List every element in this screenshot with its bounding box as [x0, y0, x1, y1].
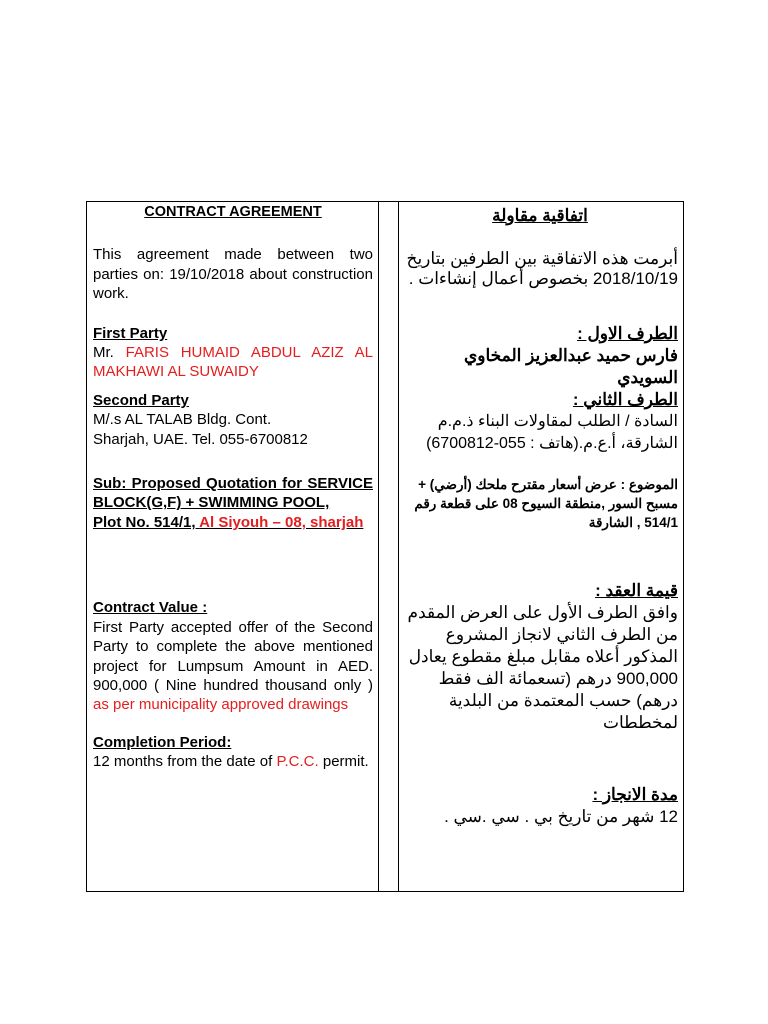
contract-value-body: First Party accepted offer of the Second Party to complete the above mentioned project for Lumpsum Amount in AED. 900,000 ( Nine hundred thousand only ) — [93, 618, 373, 694]
arabic-second-party-heading: الطرف الثاني : — [572, 390, 678, 409]
arabic-contract-value-text: وافق الطرف الأول على العرض المقدم من الطرف الثاني لانجاز المشروع المذكور أعلاه مقابل مبلغ مقطوع يعادل 900,000 درهم (تسعمائة الف فقط درهم) حسب المعتمدة من البلدية لمخططات — [407, 603, 678, 732]
first-party-prefix: Mr. — [93, 344, 126, 362]
first-party-name: FARIS HUMAID ABDUL AZIZ AL MAKHAWI AL SUWAIDY — [93, 344, 373, 381]
arabic-completion-text: 12 شهر من تاريخ بي . سي .سي . — [444, 807, 678, 826]
english-column — [93, 203, 373, 772]
first-party-heading: First Party — [93, 324, 168, 342]
completion-pcc: P.C.C. — [276, 753, 319, 771]
plot-line — [93, 513, 373, 532]
column-divider — [398, 201, 399, 892]
arabic-second-party-line2: الشارقة، أ.ع.م.(هاتف : 055-6700812) — [426, 435, 678, 452]
arabic-completion-heading: مدة الانجاز : — [592, 785, 678, 804]
arabic-column — [402, 205, 678, 828]
english-title: CONTRACT AGREEMENT — [144, 204, 322, 220]
contract-value-heading: Contract Value : — [93, 599, 208, 617]
second-party-line2: Sharjah, UAE. Tel. 055-6700812 — [93, 430, 308, 448]
arabic-intro: أبرمت هذه الاتفاقية بين الطرفين بتاريخ 2018/10/19 بخصوص أعمال إنشاءات . — [406, 249, 678, 288]
arabic-title: اتفاقية مقاولة — [492, 206, 588, 225]
arabic-second-party-line1: السادة / الطلب لمقاولات البناء ذ.م.م — [437, 413, 678, 430]
contract-value-text — [93, 618, 373, 715]
plot-location: Al Siyouh – 08, sharjah — [199, 513, 364, 531]
completion-body: 12 months from the date of — [93, 753, 277, 771]
contract-value-note: as per municipality approved drawings — [93, 696, 349, 714]
completion-tail: permit. — [318, 753, 369, 771]
arabic-contract-value-heading: قيمة العقد : — [595, 581, 678, 600]
column-divider — [378, 201, 379, 892]
english-intro: This agreement made between two parties on: 19/10/2018 about construction work. — [93, 246, 373, 303]
first-party-line — [93, 343, 373, 382]
arabic-first-party-heading: الطرف الاول : — [577, 324, 678, 343]
plot-text: Plot No. 514/1, — [93, 513, 200, 531]
arabic-first-party-name: فارس حميد عبدالعزيز المخاوي السويدي — [463, 346, 678, 387]
second-party-heading: Second Party — [93, 391, 189, 409]
completion-text — [93, 752, 373, 771]
completion-heading: Completion Period: — [93, 733, 232, 751]
second-party-line1: M/.s AL TALAB Bldg. Cont. — [93, 411, 272, 429]
subject-text: Sub: Proposed Quotation for SERVICE BLOCK(G,F) + SWIMMING POOL, — [93, 475, 373, 512]
arabic-subject: الموضوع : عرض أسعار مقترح ملحك (أرضي) + مسبح السور ,منطقة السيوح 08 على قطعة رقم 514/1 , الشارقة — [414, 477, 678, 530]
